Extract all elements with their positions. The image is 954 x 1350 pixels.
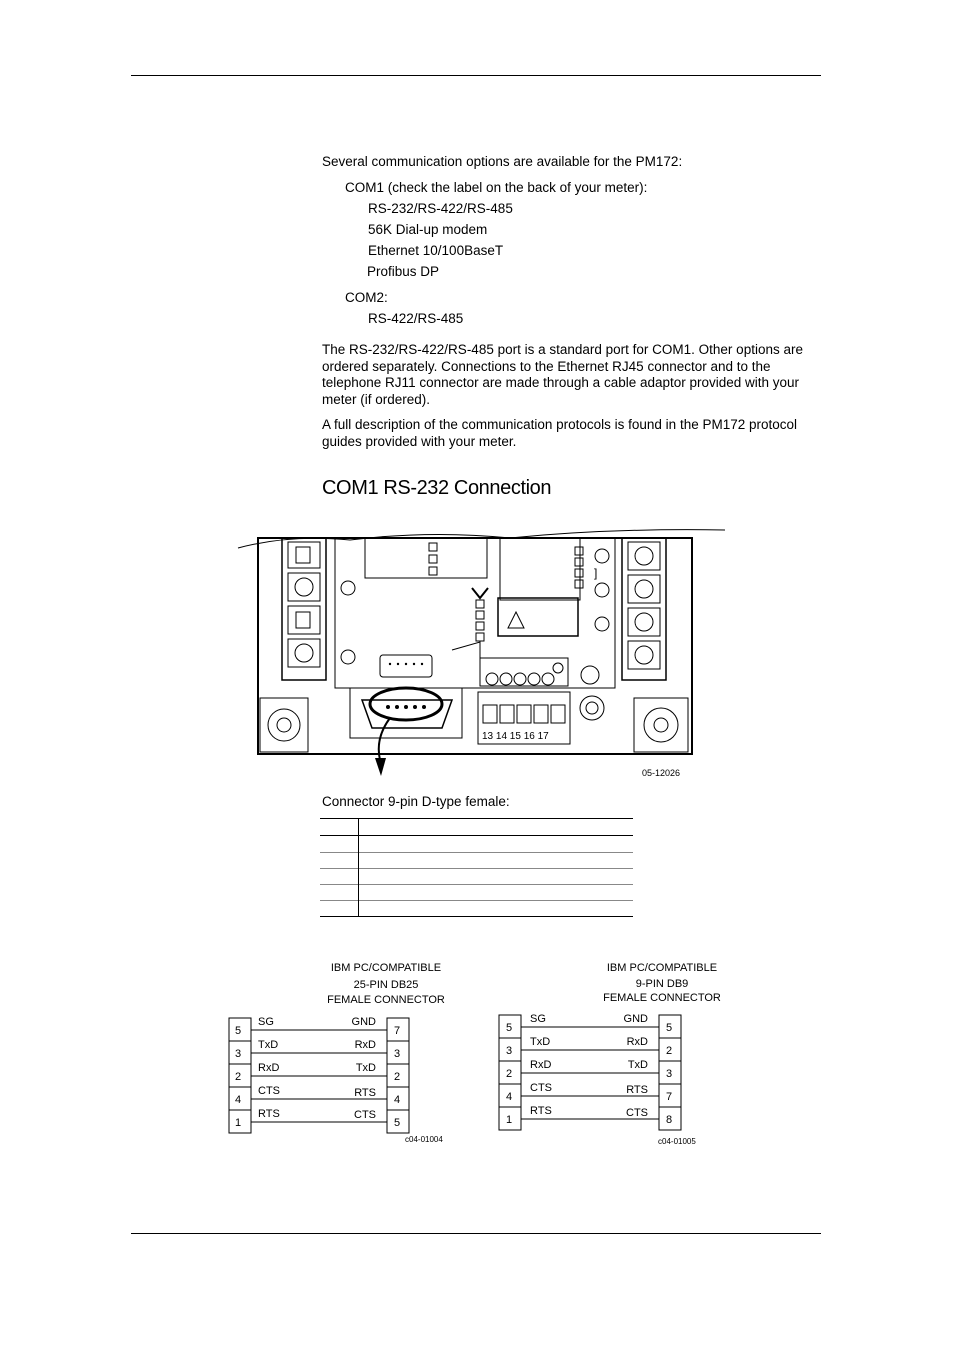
signal-label: CTS (354, 1109, 376, 1121)
intro-text: Several communication options are available for the PM172: (322, 154, 683, 169)
pin-number: 3 (394, 1048, 401, 1060)
pin-number: 2 (394, 1071, 401, 1083)
diagram-header: FEMALE CONNECTOR (327, 994, 445, 1006)
pin-number: 7 (666, 1091, 673, 1103)
header-rule (131, 75, 821, 76)
diagram-figure-id: c04-01004 (405, 1135, 443, 1144)
wiring-diagram-db9 (494, 955, 726, 1150)
signal-label: RTS (354, 1087, 376, 1099)
signal-label: RTS (530, 1105, 552, 1117)
table-rule (320, 852, 633, 853)
terminal-numbers: 13 14 15 16 17 (482, 731, 549, 742)
meter-figure-id: 05-12026 (642, 768, 681, 778)
pin-number: 5 (506, 1022, 513, 1034)
pin-number: 3 (235, 1048, 242, 1060)
signal-label: RxD (258, 1062, 280, 1074)
com2-heading: COM2: (345, 290, 388, 305)
com1-option: Profibus DP (367, 264, 440, 279)
signal-label: TxD (258, 1039, 279, 1051)
signal-label: GND (351, 1016, 376, 1028)
table-rule (320, 916, 633, 917)
wiring-diagram-db25 (222, 955, 452, 1150)
table-rule (320, 884, 633, 885)
pin-number: 4 (235, 1094, 242, 1106)
table-column-divider (358, 818, 359, 916)
signal-label: SG (530, 1013, 546, 1025)
pin-number: 4 (506, 1091, 513, 1103)
footer-rule (131, 1233, 821, 1234)
pin-number: 2 (235, 1071, 242, 1083)
com1-option: 56K Dial-up modem (368, 222, 488, 237)
table-rule (320, 868, 633, 869)
signal-label: RTS (626, 1084, 648, 1096)
diagram-header: FEMALE CONNECTOR (603, 992, 721, 1004)
pin-number: 2 (506, 1068, 513, 1080)
signal-label: TxD (627, 1059, 648, 1071)
signal-label: TxD (355, 1062, 376, 1074)
pin-number: 5 (235, 1025, 242, 1037)
com2-option: RS-422/RS-485 (368, 311, 464, 326)
section-title: COM1 RS-232 Connection (322, 477, 552, 499)
pin-number: 3 (666, 1068, 673, 1080)
svg-text:]: ] (594, 566, 598, 580)
diagram-header: IBM PC/COMPATIBLE (606, 962, 718, 974)
pin-number: 2 (666, 1045, 673, 1057)
signal-label: GND (623, 1013, 648, 1025)
diagram-header: 25-PIN DB25 (353, 979, 419, 991)
signal-label: SG (258, 1016, 274, 1028)
table-rule (320, 835, 633, 836)
pin-number: 1 (506, 1114, 513, 1126)
connector-caption: Connector 9-pin D-type female: (322, 794, 510, 809)
signal-label: RxD (626, 1036, 648, 1048)
diagram-header: 9-PIN DB9 (635, 978, 689, 990)
diagram-header: IBM PC/COMPATIBLE (330, 962, 442, 974)
signal-label: CTS (258, 1085, 280, 1097)
pin-number: 8 (666, 1114, 673, 1126)
pin-number: 7 (394, 1025, 401, 1037)
signal-label: CTS (530, 1082, 552, 1094)
signal-label: RxD (354, 1039, 376, 1051)
pin-number: 1 (235, 1117, 242, 1129)
pin-number: 5 (666, 1022, 673, 1034)
com1-heading: COM1 (check the label on the back of your meter): (345, 180, 648, 195)
paragraph-ports: The RS-232/RS-422/RS-485 port is a standard port for COM1. Other options are ordered separately. Connections to the Ethernet RJ45 connector and to the telephone RJ11 connector are made through a cable adaptor provided with your meter (if ordered). (322, 342, 803, 407)
pin-number: 4 (394, 1094, 401, 1106)
table-rule (320, 818, 633, 819)
meter-rear-panel-figure (230, 520, 730, 782)
com1-option: Ethernet 10/100BaseT (368, 243, 504, 258)
signal-label: RTS (258, 1108, 280, 1120)
diagram-figure-id: c04-01005 (658, 1137, 696, 1146)
pin-number: 5 (394, 1117, 401, 1129)
signal-label: RxD (530, 1059, 552, 1071)
signal-label: TxD (530, 1036, 551, 1048)
table-rule (320, 900, 633, 901)
com1-option: RS-232/RS-422/RS-485 (368, 201, 513, 216)
pin-number: 3 (506, 1045, 513, 1057)
paragraph-protocols: A full description of the communication protocols is found in the PM172 protocol guides provided with your meter. (322, 417, 798, 449)
signal-label: CTS (626, 1107, 648, 1119)
